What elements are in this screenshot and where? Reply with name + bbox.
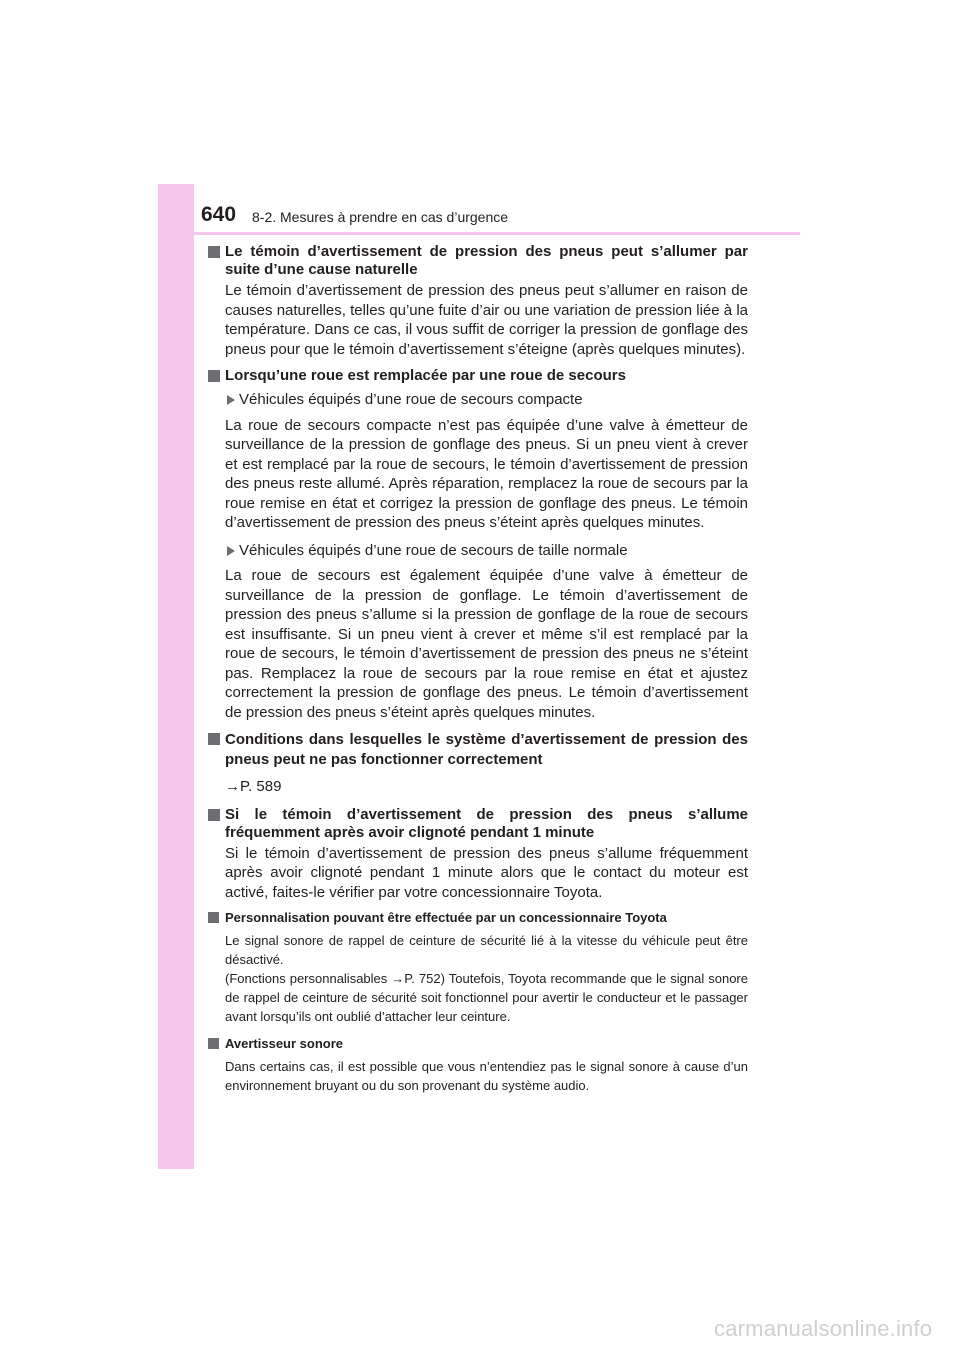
sub-heading-text: Véhicules équipés d’une roue de secours de taille normale	[239, 541, 628, 559]
side-color-band	[158, 184, 194, 1169]
chapter-title: 8-2. Mesures à prendre en cas d’urgence	[252, 209, 509, 225]
section-conditions	[208, 730, 748, 797]
section-heading	[208, 806, 748, 842]
header-divider	[158, 232, 800, 235]
triangle-arrow-icon	[227, 546, 235, 556]
section-frequent-warning	[208, 806, 748, 903]
page-number: 640	[201, 203, 237, 226]
section-heading-text: Si le témoin d’avertissement de pression des pneus s’allume fréquemment après avoir clignoté pendant 1 minute	[225, 805, 748, 841]
section-heading-text: Lorsqu’une roue est remplacée par une roue de secours	[225, 367, 626, 384]
paragraph: Si le témoin d’avertissement de pression des pneus s’allume fréquemment après avoir clignoté pendant 1 minute alors que le contact du moteur est activé, faites-le vérifier par votre concessionnaire Toyota.	[225, 844, 748, 901]
square-bullet-icon	[208, 733, 220, 745]
section-heading	[208, 367, 748, 385]
paragraph: Le témoin d’avertissement de pression des pneus peut s’allumer en raison de causes naturelles, telles qu’une fuite d’air ou une variation de pression liée à la température. Dans ce cas, il vous suffit de corriger la pression de gonflage des pneus pour que le témoin d’avertissement s’éteigne (après quelques minutes).	[225, 282, 748, 358]
paragraph: Dans certains cas, il est possible que vous n’entendiez pas le signal sonore à cause d’un environnement bruyant ou du son provenant du système audio.	[225, 1059, 748, 1093]
section-heading	[208, 1035, 748, 1053]
section-natural-cause	[208, 243, 748, 359]
watermark: carmanualsonline.info	[714, 1316, 933, 1341]
square-bullet-icon	[208, 1038, 219, 1049]
section-customization	[208, 909, 748, 1026]
paragraph: (Fonctions personnalisables →P. 752) Toutefois, Toyota recommande que le signal sonore de rappel de ceinture de sécurité soit fonctionnel pour avertir le conducteur et le passager avant lorsqu’ils ont oublié d’attacher leur ceinture.	[225, 971, 748, 1024]
triangle-arrow-icon	[227, 395, 235, 405]
square-bullet-icon	[208, 370, 220, 382]
sub-heading-compact-spare	[208, 390, 748, 410]
square-bullet-icon	[208, 246, 220, 258]
section-heading-text: Conditions dans lesquelles le système d’avertissement de pression des pneus peut ne pas fonctionner correctement	[225, 731, 748, 768]
section-heading-text: Personnalisation pouvant être effectuée par un concessionnaire Toyota	[225, 910, 667, 925]
square-bullet-icon	[208, 912, 219, 923]
section-heading-text: Le témoin d’avertissement de pression des pneus peut s’allumer par suite d’une cause naturelle	[225, 243, 748, 278]
square-bullet-icon	[208, 809, 220, 821]
section-heading	[208, 730, 748, 770]
section-heading	[208, 909, 748, 927]
paragraph: La roue de secours compacte n’est pas équipée d’une valve à émetteur de surveillance de la pression de gonflage des pneus. Si un pneu vient à crever et est remplacé par la roue de secours, le témoin d’avertissement de pression des pneus reste allumé. Après réparation, remplacez la roue de secours par la roue remise en état et corrigez la pression de gonflage des pneus. Le témoin d’avertissement de pression des pneus s’éteint après quelques minutes.	[225, 416, 748, 531]
section-spare-wheel	[208, 367, 748, 722]
section-buzzer	[208, 1035, 748, 1095]
page-reference: →P. 589	[225, 778, 282, 795]
sub-heading-text: Véhicules équipés d’une roue de secours compacte	[239, 391, 583, 408]
section-heading-text: Avertisseur sonore	[225, 1036, 344, 1051]
page-content	[208, 243, 748, 1095]
sub-heading-full-size-spare	[208, 541, 748, 561]
paragraph: La roue de secours est également équipée d’une valve à émetteur de surveillance de la pression de gonflage. Le témoin d’avertissement de pression des pneus s’allume si la pression de gonflage de la roue de secours est insuffisante. Si un pneu vient à crever et même s’il est remplacé par la roue de secours, le témoin d’avertissement de pression des pneus ne s’éteint pas. Remplacez la roue de secours par la roue remise en état et ajustez correctement la pression de gonflage des pneus. Le témoin d’avertissement de pression des pneus s’éteint après quelques minutes.	[225, 567, 748, 721]
section-heading	[208, 243, 748, 279]
paragraph: Le signal sonore de rappel de ceinture de sécurité lié à la vitesse du véhicule peut être désactivé.	[225, 933, 748, 967]
